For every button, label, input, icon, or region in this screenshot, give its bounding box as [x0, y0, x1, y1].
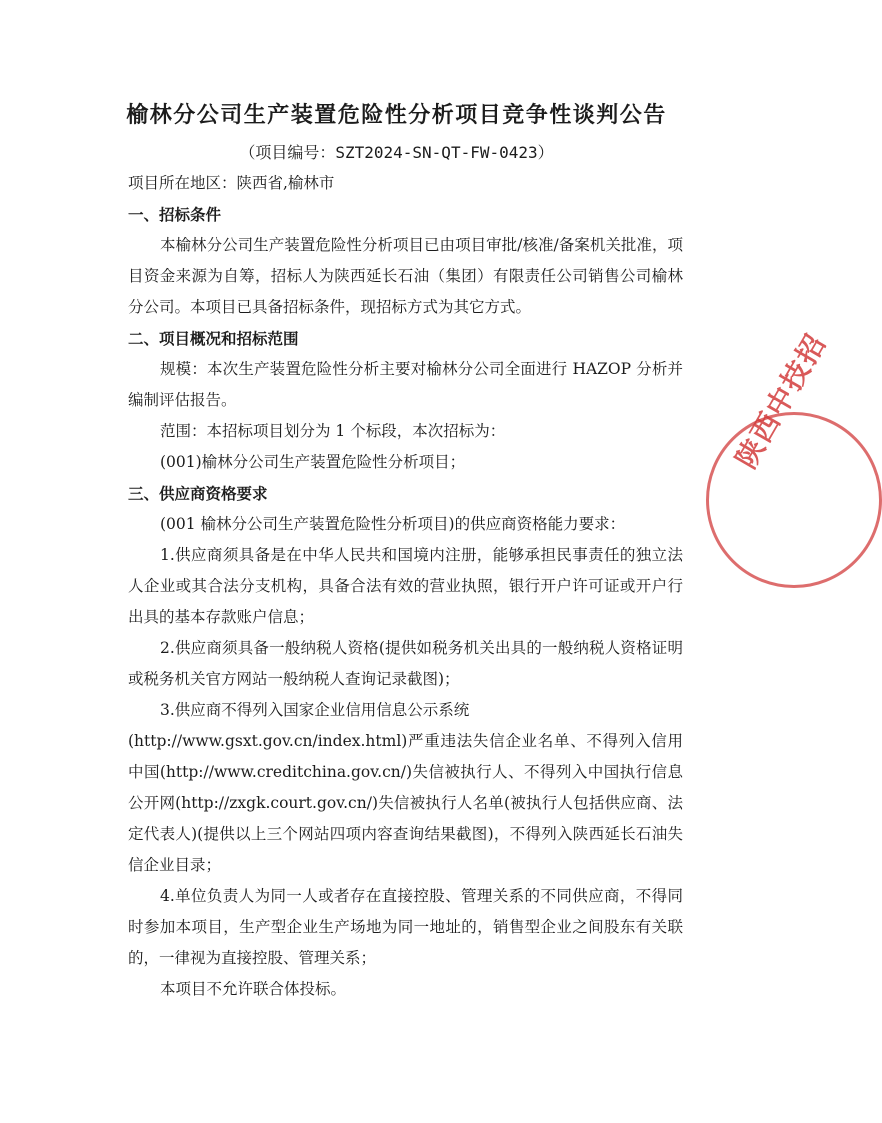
official-seal-stamp [706, 327, 882, 588]
document-body [128, 168, 683, 1005]
location-line: 项目所在地区：陕西省,榆林市 [128, 174, 335, 192]
no-consortium-note: 本项目不允许联合体投标。 [160, 980, 347, 998]
scale-paragraph: 规模：本次生产装置危险性分析主要对榆林分公司全面进行 HAZOP 分析并编制评估报告。 [128, 360, 683, 409]
range-paragraph: 范围：本招标项目划分为 1 个标段，本次招标为： [160, 422, 506, 440]
document-title: 榆林分公司生产装置危险性分析项目竞争性谈判公告 [126, 102, 667, 128]
requirement-3-text: (http://www.gsxt.gov.cn/index.html)严重违法失信企业名单、不得列入信用中国(http://www.creditchina.gov.cn/)失信被执行人、不得列入中国执行信息公开网(http://zxgk.court.gov.cn/)失信被执行人名单(被执行人包括供应商、法定代表人)(提供以上三个网站四项内容查询结果截图)，不得列入陕西延长石油失信企业目录； [128, 732, 683, 874]
requirement-4: 4.单位负责人为同一人或者存在直接控股、管理关系的不同供应商，不得同时参加本项目，生产型企业生产场地为同一地址的，销售型企业之间股东有关联的，一律视为直接控股、管理关系； [128, 887, 683, 967]
requirement-3-rest [128, 726, 683, 881]
requirement-1: 1.供应商须具备是在中华人民共和国境内注册，能够承担民事责任的独立法人企业或其合法分支机构，具备合法有效的营业执照，银行开户许可证或开户行出具的基本存款账户信息； [128, 546, 683, 626]
qualifications-intro: (001 榆林分公司生产装置危险性分析项目)的供应商资格能力要求： [160, 515, 626, 533]
conditions-paragraph: 本榆林分公司生产装置危险性分析项目已由项目审批/核准/备案机关批准，项目资金来源为自筹，招标人为陕西延长石油（集团）有限责任公司销售公司榆林分公司。本项目已具备招标条件，现招标方式为其它方式。 [128, 236, 683, 316]
section-heading-overview: 二、项目概况和招标范围 [128, 329, 299, 348]
seal-text: 陕西中技招 [729, 327, 833, 474]
requirement-3-line1: 3.供应商不得列入国家企业信用信息公示系统 [160, 701, 470, 719]
section-heading-conditions: 一、招标条件 [128, 205, 222, 224]
section-heading-qualifications: 三、供应商资格要求 [128, 484, 268, 503]
lot-paragraph: (001)榆林分公司生产装置危险性分析项目； [160, 453, 466, 471]
project-code: （项目编号：SZT2024-SN-QT-FW-0423） [239, 143, 554, 162]
requirement-2: 2.供应商须具备一般纳税人资格(提供如税务机关出具的一般纳税人资格证明或税务机关官方网站一般纳税人查询记录截图)； [128, 639, 683, 688]
